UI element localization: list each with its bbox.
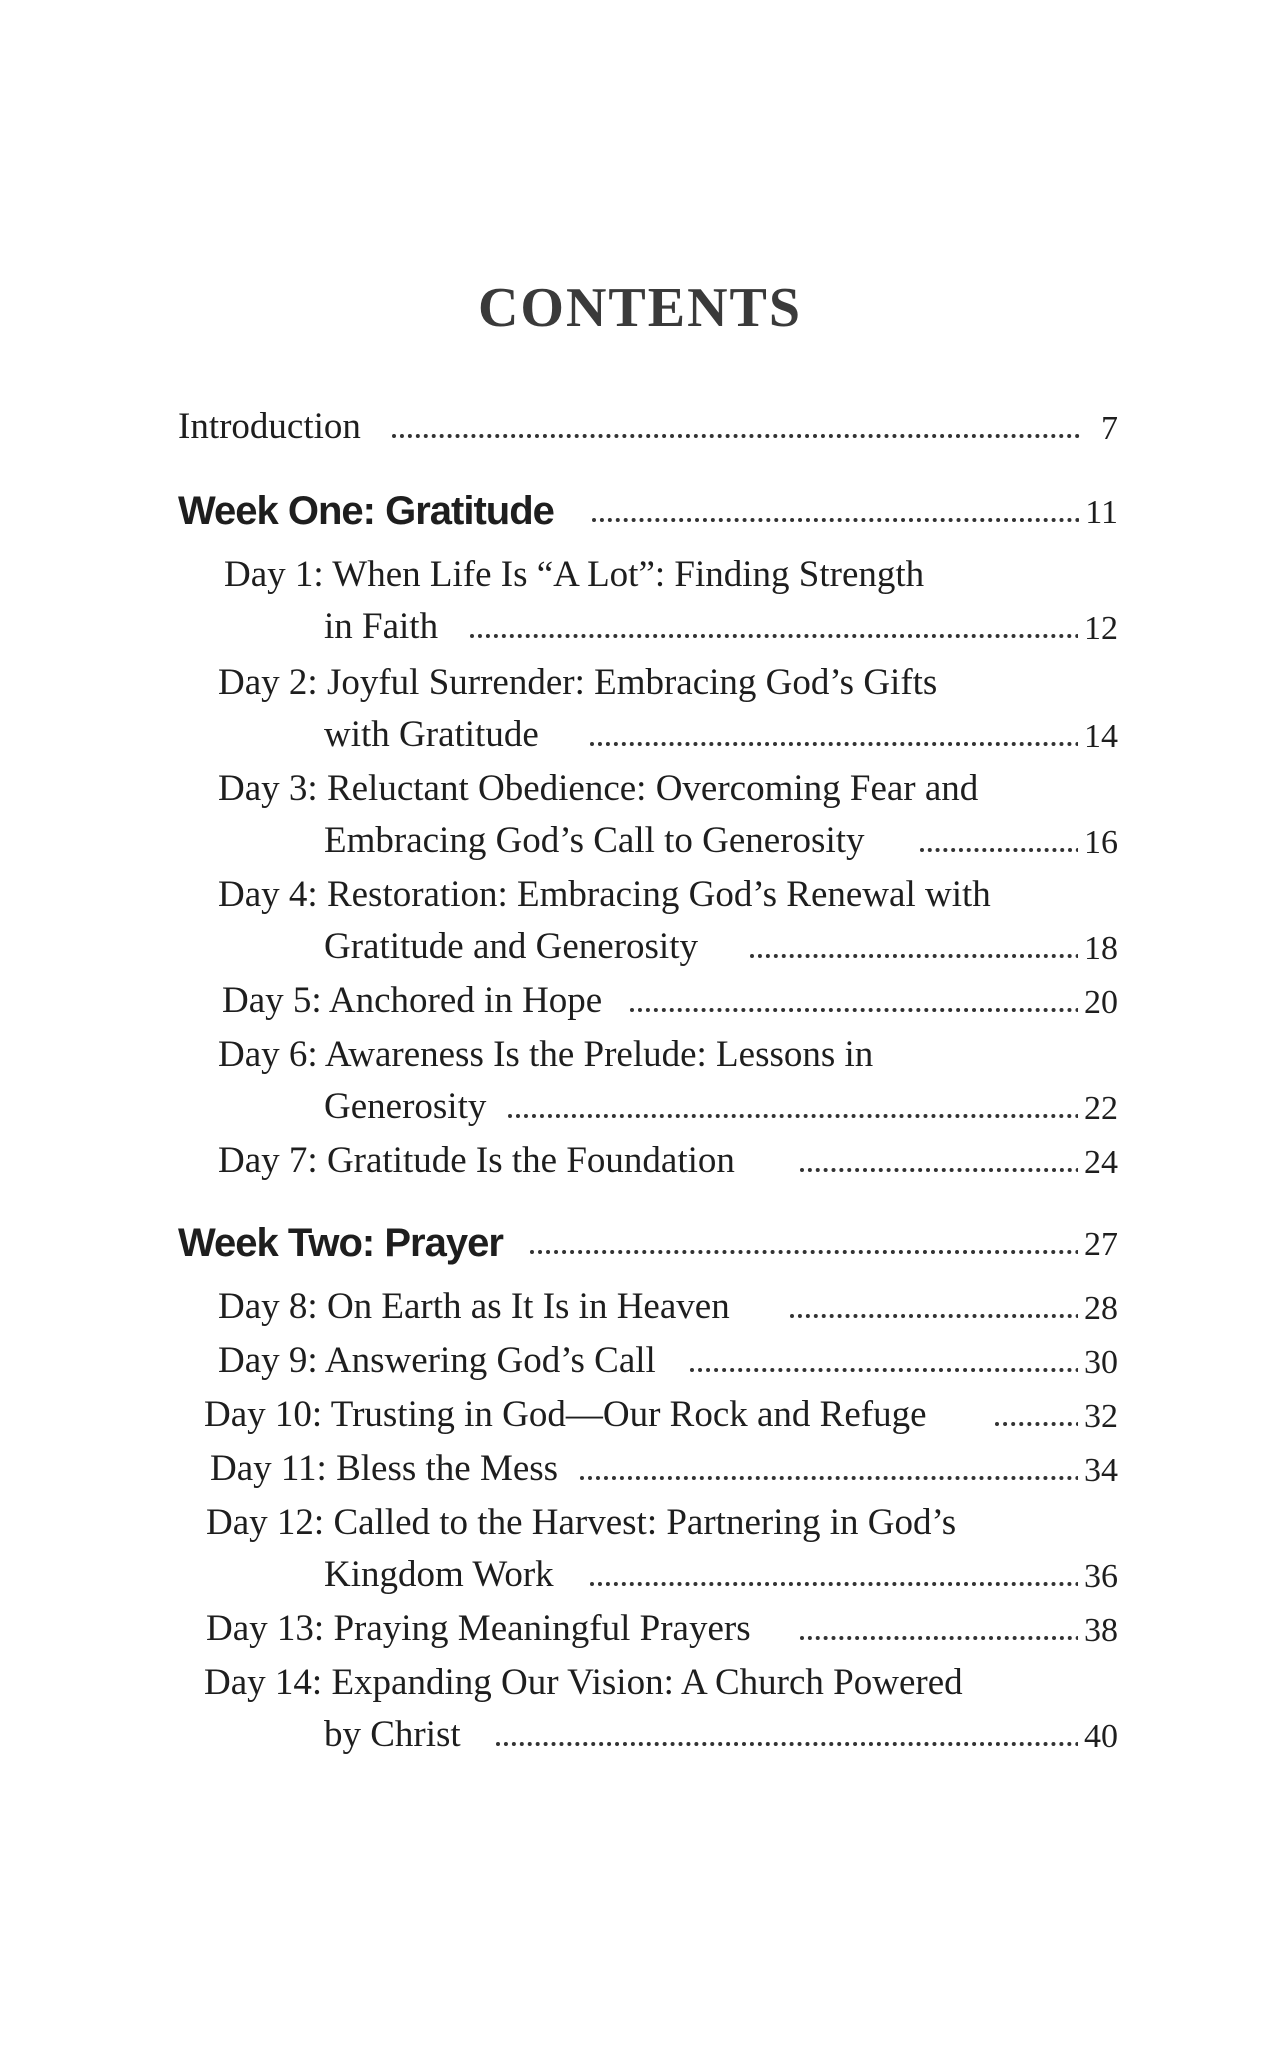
week-heading: Week Two: Prayer bbox=[178, 1220, 511, 1266]
day-title: Restoration: Embracing God’s Renewal with bbox=[326, 874, 991, 915]
day-title: Gratitude Is the Foundation bbox=[326, 1140, 735, 1181]
page-number: 11 bbox=[1079, 488, 1118, 538]
entry-label bbox=[218, 660, 945, 706]
dot-leader bbox=[508, 1114, 1080, 1118]
toc-entry-week-one[interactable] bbox=[0, 488, 1280, 538]
day-title-cont: with Gratitude bbox=[324, 712, 547, 758]
day-title-cont: Kingdom Work bbox=[324, 1552, 562, 1598]
toc-entry-day-3-cont[interactable] bbox=[0, 818, 1280, 868]
day-prefix: Day 12: bbox=[206, 1502, 325, 1543]
day-title: Praying Meaningful Prayers bbox=[333, 1608, 751, 1649]
day-title: Answering God’s Call bbox=[324, 1340, 656, 1381]
page-number: 28 bbox=[1078, 1284, 1118, 1334]
entry-label bbox=[210, 1446, 566, 1492]
toc-entry-week-two[interactable] bbox=[0, 1220, 1280, 1270]
toc-entry-day-3[interactable] bbox=[0, 766, 1280, 816]
toc-entry-day-7[interactable] bbox=[0, 1138, 1280, 1188]
toc-entry-day-11[interactable] bbox=[0, 1446, 1280, 1496]
toc-entry-day-2[interactable] bbox=[0, 660, 1280, 710]
page-number: 16 bbox=[1078, 818, 1118, 868]
entry-label bbox=[224, 552, 932, 598]
day-title: Bless the Mess bbox=[336, 1448, 559, 1489]
day-title-cont: by Christ bbox=[324, 1712, 469, 1758]
page-number: 30 bbox=[1078, 1338, 1118, 1388]
toc-entry-day-5[interactable] bbox=[0, 978, 1280, 1028]
toc-entry-introduction[interactable] bbox=[0, 404, 1280, 454]
page-number: 40 bbox=[1078, 1712, 1118, 1762]
dot-leader bbox=[470, 634, 1080, 638]
week-heading: Week One: Gratitude bbox=[178, 488, 562, 534]
dot-leader bbox=[790, 1314, 1080, 1318]
toc-entry-day-9[interactable] bbox=[0, 1338, 1280, 1388]
toc-entry-day-6-cont[interactable] bbox=[0, 1084, 1280, 1134]
day-title: When Life Is “A Lot”: Finding Strength bbox=[332, 554, 925, 595]
toc-entry-day-12-cont[interactable] bbox=[0, 1552, 1280, 1602]
toc-entry-day-4-cont[interactable] bbox=[0, 924, 1280, 974]
toc-entry-day-8[interactable] bbox=[0, 1284, 1280, 1334]
dot-leader bbox=[530, 1250, 1080, 1254]
entry-label bbox=[218, 1284, 738, 1330]
dot-leader bbox=[800, 1168, 1080, 1172]
day-prefix: Day 5: bbox=[222, 980, 322, 1021]
dot-leader bbox=[800, 1636, 1080, 1640]
entry-label bbox=[206, 1500, 964, 1546]
toc-entry-day-10[interactable] bbox=[0, 1392, 1280, 1442]
day-title: Expanding Our Vision: A Church Powered bbox=[331, 1662, 963, 1703]
dot-leader bbox=[392, 434, 1080, 438]
entry-label bbox=[218, 1338, 664, 1384]
dot-leader bbox=[580, 1476, 1080, 1480]
dot-leader bbox=[590, 742, 1080, 746]
entry-label bbox=[204, 1660, 971, 1706]
day-prefix: Day 3: bbox=[218, 768, 318, 809]
dot-leader bbox=[690, 1368, 1080, 1372]
day-prefix: Day 2: bbox=[218, 662, 318, 703]
page-number: 12 bbox=[1078, 604, 1118, 654]
page-number: 20 bbox=[1078, 978, 1118, 1028]
dot-leader bbox=[590, 1582, 1080, 1586]
day-prefix: Day 6: bbox=[218, 1034, 318, 1075]
day-title-cont: Gratitude and Generosity bbox=[324, 924, 706, 970]
toc-entry-day-14[interactable] bbox=[0, 1660, 1280, 1710]
entry-label: Introduction bbox=[178, 404, 369, 450]
entry-label bbox=[222, 978, 610, 1024]
day-prefix: Day 11: bbox=[210, 1448, 327, 1489]
dot-leader bbox=[750, 954, 1080, 958]
page-number: 34 bbox=[1078, 1446, 1118, 1496]
entry-label bbox=[218, 1032, 881, 1078]
entry-label bbox=[206, 1606, 759, 1652]
day-title: Joyful Surrender: Embracing God’s Gifts bbox=[326, 662, 938, 703]
day-title: On Earth as It Is in Heaven bbox=[326, 1286, 730, 1327]
toc-entry-day-1[interactable] bbox=[0, 552, 1280, 602]
toc-entry-day-13[interactable] bbox=[0, 1606, 1280, 1656]
dot-leader bbox=[995, 1422, 1080, 1426]
page-number: 36 bbox=[1078, 1552, 1118, 1602]
day-prefix: Day 13: bbox=[206, 1608, 325, 1649]
day-prefix: Day 7: bbox=[218, 1140, 318, 1181]
day-prefix: Day 1: bbox=[224, 554, 324, 595]
page-number: 14 bbox=[1078, 712, 1118, 762]
day-title-cont: Generosity bbox=[324, 1084, 494, 1130]
toc-entry-day-4[interactable] bbox=[0, 872, 1280, 922]
day-title: Trusting in God—Our Rock and Refuge bbox=[330, 1394, 927, 1435]
page-number: 7 bbox=[1095, 404, 1118, 454]
day-prefix: Day 4: bbox=[218, 874, 318, 915]
day-prefix: Day 8: bbox=[218, 1286, 318, 1327]
page-number: 27 bbox=[1078, 1220, 1118, 1270]
day-prefix: Day 10: bbox=[204, 1394, 323, 1435]
day-title: Anchored in Hope bbox=[328, 980, 603, 1021]
day-prefix: Day 14: bbox=[204, 1662, 323, 1703]
day-title-cont: Embracing God’s Call to Generosity bbox=[324, 818, 873, 864]
entry-label bbox=[218, 766, 986, 812]
toc-entry-day-6[interactable] bbox=[0, 1032, 1280, 1082]
dot-leader bbox=[920, 848, 1080, 852]
dot-leader bbox=[496, 1742, 1080, 1746]
toc-entry-day-1-cont[interactable] bbox=[0, 604, 1280, 654]
day-title: Reluctant Obedience: Overcoming Fear and bbox=[326, 768, 979, 809]
page-number: 32 bbox=[1078, 1392, 1118, 1442]
entry-label bbox=[218, 872, 999, 918]
toc-entry-day-14-cont[interactable] bbox=[0, 1712, 1280, 1762]
day-title: Called to the Harvest: Partnering in God’s bbox=[333, 1502, 957, 1543]
page-number: 24 bbox=[1078, 1138, 1118, 1188]
day-title: Awareness Is the Prelude: Lessons in bbox=[324, 1034, 874, 1075]
page-number: 22 bbox=[1078, 1084, 1118, 1134]
page-number: 38 bbox=[1078, 1606, 1118, 1656]
toc-entry-day-2-cont[interactable] bbox=[0, 712, 1280, 762]
toc-entry-day-12[interactable] bbox=[0, 1500, 1280, 1550]
page-number: 18 bbox=[1078, 924, 1118, 974]
entry-label bbox=[218, 1138, 743, 1184]
page-title: CONTENTS bbox=[477, 277, 803, 339]
dot-leader bbox=[630, 1008, 1080, 1012]
dot-leader bbox=[592, 518, 1080, 522]
entry-label bbox=[204, 1392, 935, 1438]
day-title-cont: in Faith bbox=[324, 604, 446, 650]
day-prefix: Day 9: bbox=[218, 1340, 318, 1381]
